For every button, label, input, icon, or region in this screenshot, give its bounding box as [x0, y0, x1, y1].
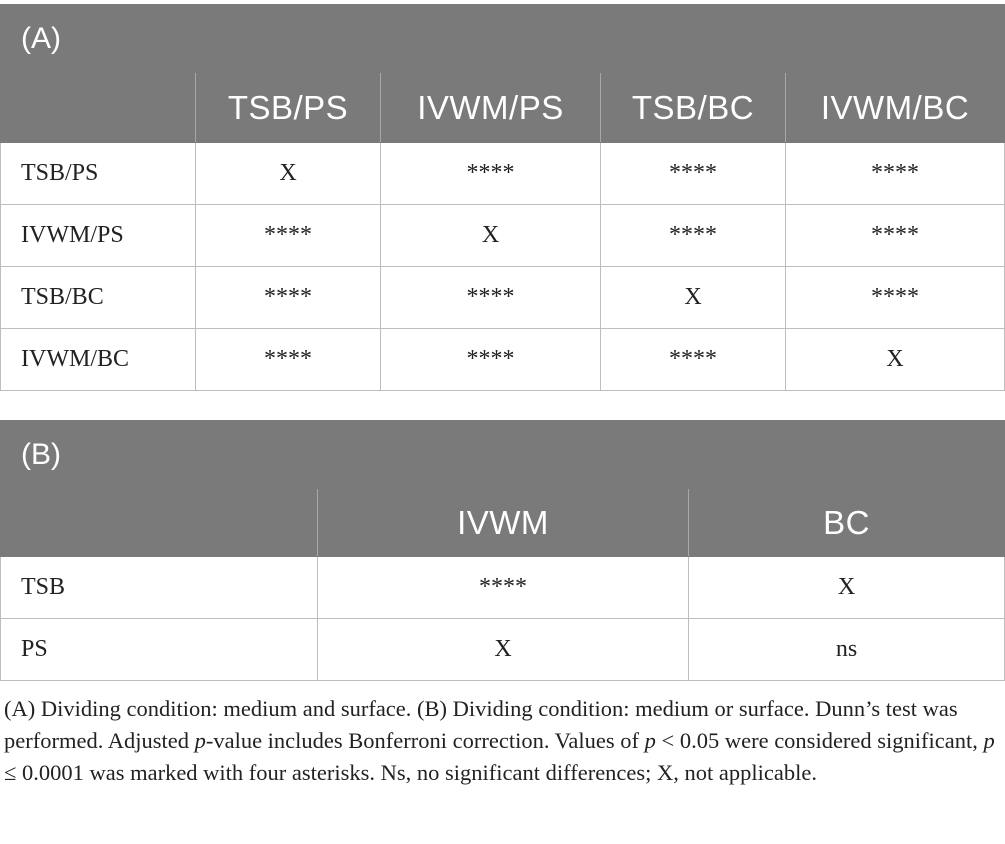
- table-caption: [4, 693, 1002, 789]
- table-cell: ****: [786, 267, 1005, 329]
- table-cell: X: [786, 329, 1005, 391]
- row-label: IVWM/PS: [1, 205, 196, 267]
- table-row: [1, 329, 1005, 391]
- table-b-corner-header: [1, 489, 318, 557]
- table-row: [1, 557, 1005, 619]
- table-a-col-header: TSB/BC: [601, 73, 786, 143]
- table-a-col-header: IVWM/BC: [786, 73, 1005, 143]
- table-a-title: (A): [1, 5, 1005, 73]
- table-a-header-row: [1, 73, 1005, 143]
- table-cell: X: [689, 557, 1005, 619]
- table-cell: ns: [689, 619, 1005, 681]
- table-cell: ****: [786, 143, 1005, 205]
- table-b-col-header: IVWM: [318, 489, 689, 557]
- table-b: [0, 420, 1005, 681]
- caption-text: < 0.05 were considered significant,: [655, 728, 984, 753]
- table-cell: ****: [318, 557, 689, 619]
- caption-italic-p: p: [983, 728, 995, 753]
- table-cell: ****: [786, 205, 1005, 267]
- table-a-col-header: TSB/PS: [196, 73, 381, 143]
- table-b-title: (B): [1, 421, 1005, 489]
- caption-italic-p: p: [644, 728, 656, 753]
- row-label: TSB: [1, 557, 318, 619]
- table-cell: ****: [381, 267, 601, 329]
- table-cell: ****: [601, 329, 786, 391]
- table-a-col-header: IVWM/PS: [381, 73, 601, 143]
- row-label: TSB/PS: [1, 143, 196, 205]
- caption-text: -value includes Bonferroni correction. Values of: [205, 728, 645, 753]
- table-cell: ****: [601, 205, 786, 267]
- caption-italic-p: p: [194, 728, 206, 753]
- table-cell: ****: [196, 329, 381, 391]
- caption-text: ≤ 0.0001 was marked with four asterisks. Ns, no significant differences; X, not applicable.: [4, 760, 817, 785]
- table-cell: X: [601, 267, 786, 329]
- table-row: [1, 619, 1005, 681]
- table-cell: X: [318, 619, 689, 681]
- table-b-col-header: BC: [689, 489, 1005, 557]
- table-cell: X: [196, 143, 381, 205]
- table-b-header-row: [1, 489, 1005, 557]
- table-a: [0, 4, 1005, 391]
- table-cell: X: [381, 205, 601, 267]
- row-label: TSB/BC: [1, 267, 196, 329]
- table-cell: ****: [381, 329, 601, 391]
- row-label: PS: [1, 619, 318, 681]
- table-cell: ****: [601, 143, 786, 205]
- table-row: [1, 205, 1005, 267]
- table-cell: ****: [196, 267, 381, 329]
- table-row: [1, 143, 1005, 205]
- table-row: [1, 267, 1005, 329]
- table-cell: ****: [381, 143, 601, 205]
- caption-text: (A) Dividing condition: medium and surface. (B) Dividing condition: medium or surface. Dunn’s test was performed. Adjusted: [4, 696, 958, 753]
- table-cell: ****: [196, 205, 381, 267]
- table-a-corner-header: [1, 73, 196, 143]
- row-label: IVWM/BC: [1, 329, 196, 391]
